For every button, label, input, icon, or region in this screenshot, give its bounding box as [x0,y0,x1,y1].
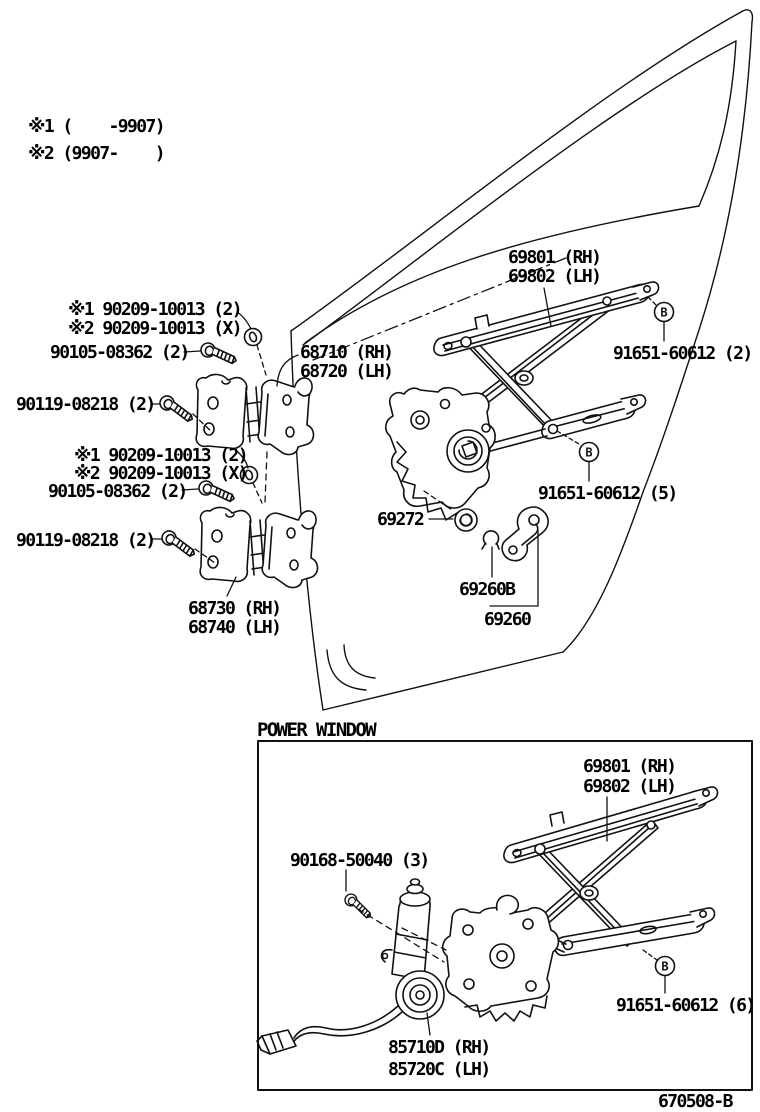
hinge-upper [196,374,313,454]
handle-clip-icon [482,531,499,549]
label-bolt-b5: 91651-60612 (5) [538,483,677,504]
label-pw-motor-rh: 85710D (RH) [388,1037,490,1058]
label-pw-bolt-b6: 91651-60612 (6) [616,995,755,1016]
label-screw-upper: 90105-08362 (2) [50,342,189,363]
label-hinge-lower-lh: 68740 (LH) [188,617,281,638]
hinge-bolt-upper-icon [157,394,197,423]
bolt-symbol-b5 [580,443,599,462]
label-pw-motor-screw: 90168-50040 (3) [290,850,429,871]
label-handle-clip: 69260B [459,579,515,600]
label-regulator-rh: 69801 (RH) [508,247,601,268]
bolt-symbol-b2 [655,303,674,322]
legend-line2: ※2 (9907- ) [28,143,164,164]
label-grommet-lower-2: ※2 90209-10013 (X) [74,463,247,484]
pw-regulator [443,787,718,1021]
label-pw-regulator-lh: 69802 (LH) [583,776,676,797]
label-grommet-lower-1: ※1 90209-10013 (2) [74,445,247,466]
legend-line1: ※1 ( -9907) [28,116,164,137]
label-grommet-upper-2: ※2 90209-10013 (X) [68,318,241,339]
regulator-handle [502,507,548,561]
label-pw-motor-lh: 85720C (LH) [388,1059,490,1080]
power-window-title: POWER WINDOW [257,719,376,741]
doc-number: 670508-B [658,1091,732,1112]
pw-motor-screw-icon [342,892,376,919]
svg-text:B: B [661,959,669,974]
label-hinge-upper-lh: 68720 (LH) [300,361,393,382]
hinge-lower [200,507,317,587]
label-bolt-b2: 91651-60612 (2) [613,343,752,364]
label-grommet-upper-1: ※1 90209-10013 (2) [68,299,241,320]
label-bolt-lower: 90119-08218 (2) [16,530,155,551]
bolt-symbol-b6 [656,957,675,976]
label-screw-lower: 90105-08362 (2) [48,481,187,502]
hinge-bolt-lower-icon [159,529,199,558]
label-pw-regulator-rh: 69801 (RH) [583,756,676,777]
label-regulator-lh: 69802 (LH) [508,266,601,287]
label-hinge-upper-rh: 68710 (RH) [300,342,393,363]
svg-text:B: B [585,445,593,460]
label-handle: 69260 [484,609,531,630]
label-hinge-lower-rh: 68730 (RH) [188,598,281,619]
hinge-screw-upper-icon [200,342,239,364]
label-washer: 69272 [377,509,424,530]
label-bolt-upper: 90119-08218 (2) [16,394,155,415]
grommet-upper-icon [245,329,262,346]
svg-text:B: B [660,305,668,320]
